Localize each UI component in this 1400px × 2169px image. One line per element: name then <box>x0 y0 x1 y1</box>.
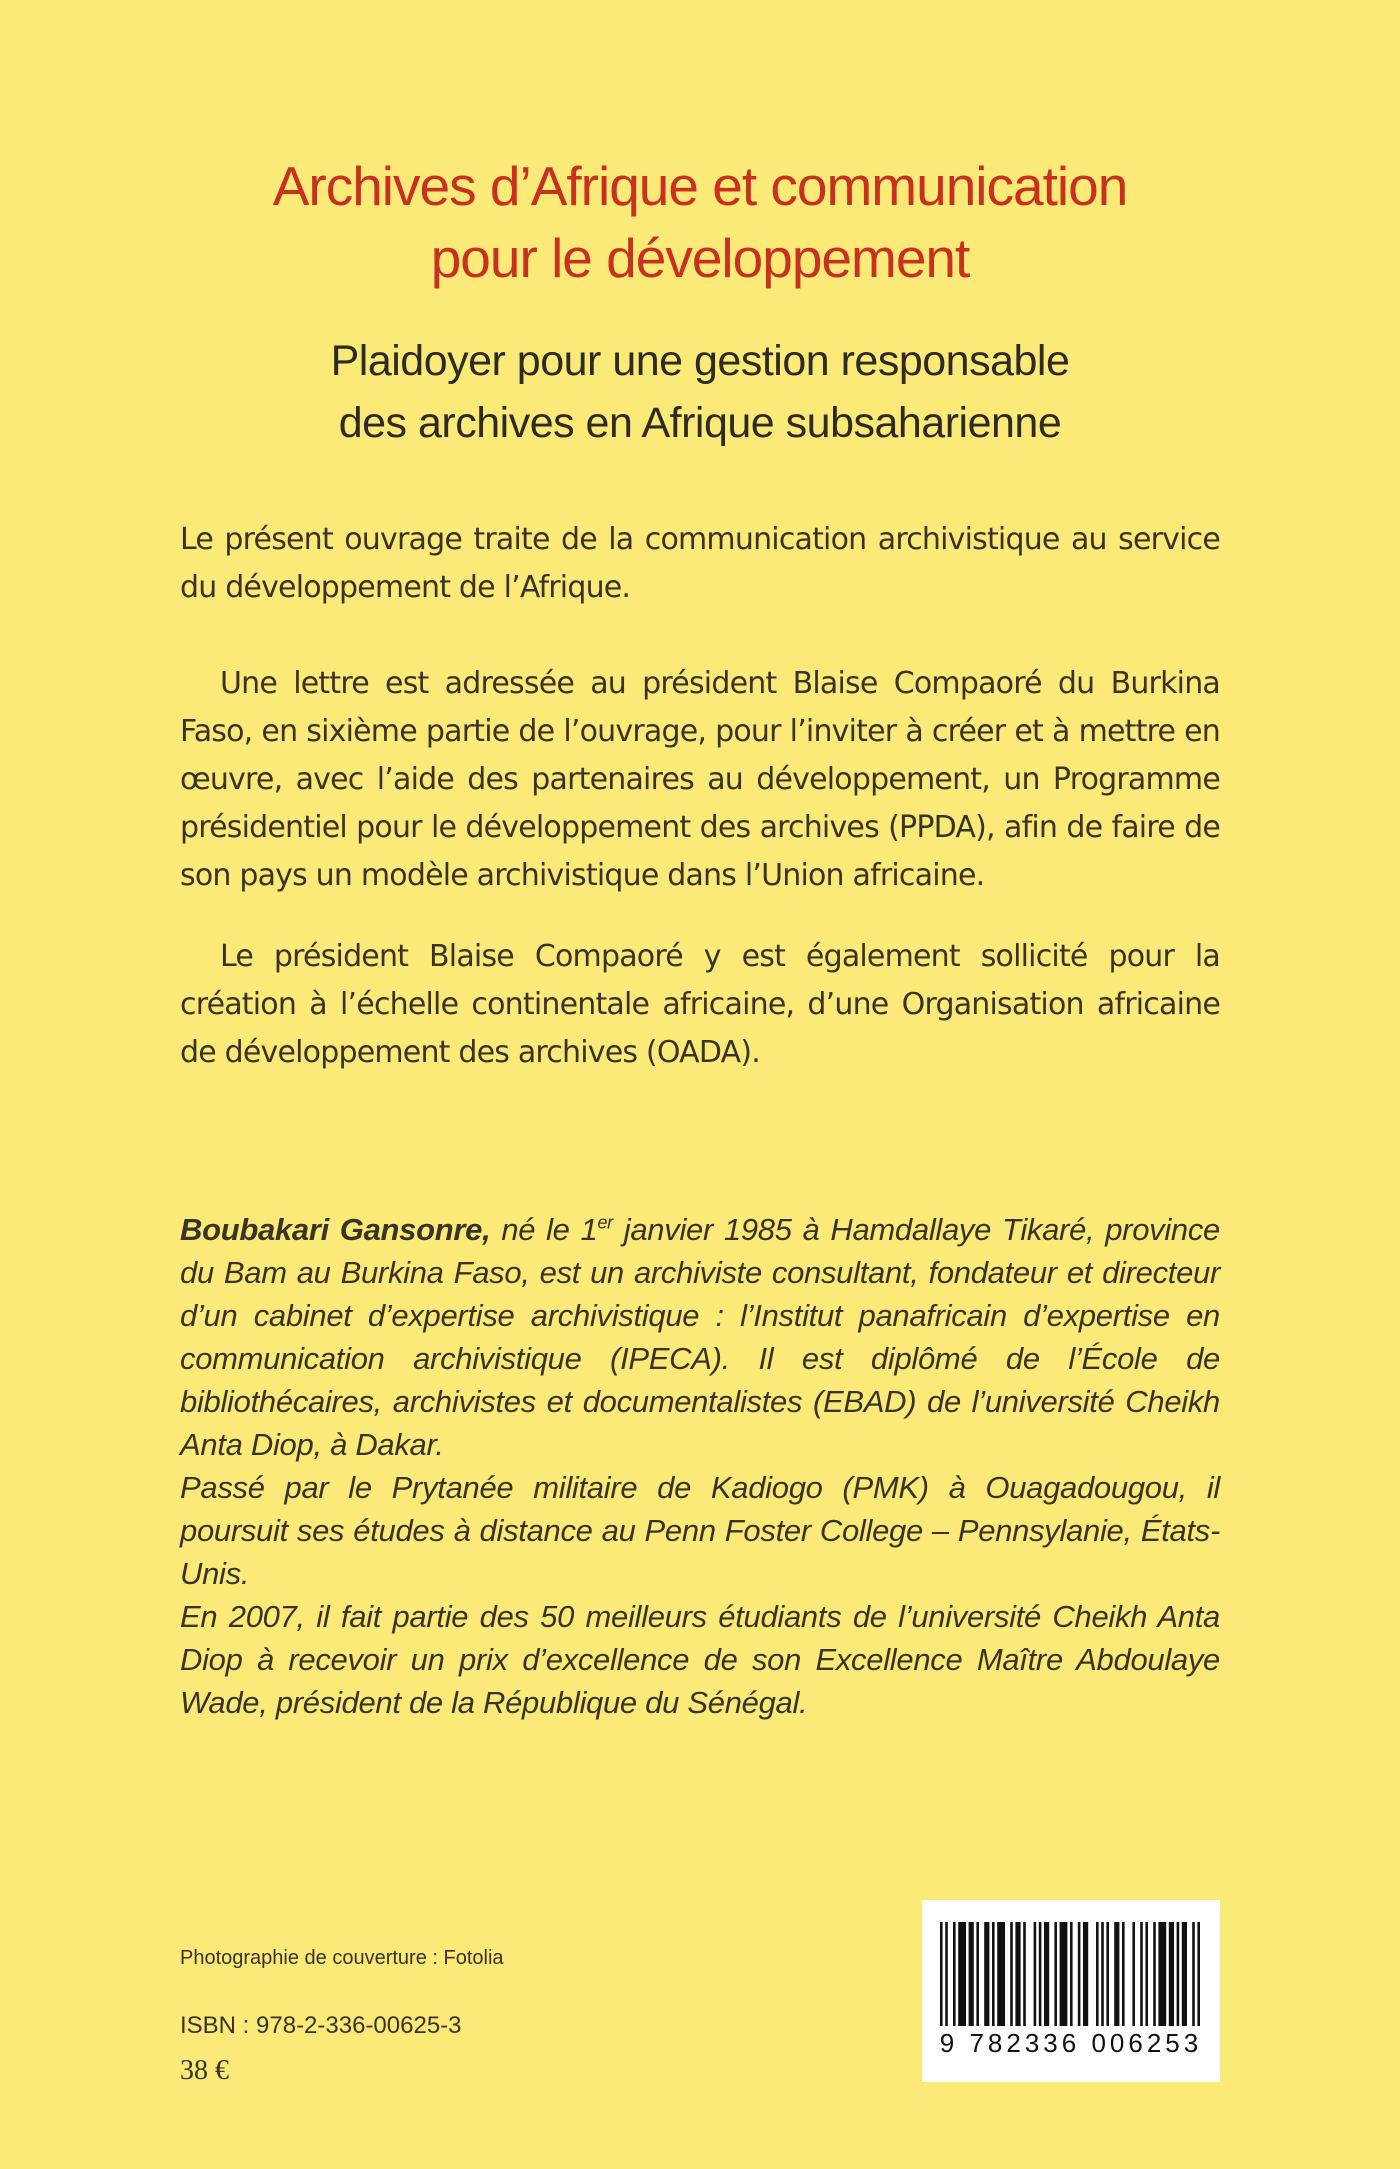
author-name: Boubakari Gansonre, <box>180 1212 491 1247</box>
barcode-bar <box>1078 1922 1081 2026</box>
barcode-bar <box>969 1922 974 2026</box>
barcode-bar <box>1054 1922 1057 2026</box>
subtitle-line-2: des archives en Afrique subsaharienne <box>338 399 1062 447</box>
barcode-bar <box>1169 1922 1174 2026</box>
barcode-bar <box>1122 1922 1125 2026</box>
subtitle-line-1: Plaidoyer pour une gestion responsable <box>330 337 1070 385</box>
isbn: ISBN : 978-2-336-00625-3 <box>180 2012 462 2039</box>
barcode-bar <box>1060 1922 1068 2026</box>
author-bio-paragraph-3: En 2007, il fait partie des 50 meilleurs étudiants de l’université Cheikh Anta Diop à recevoir un prix d’excellence de son Excellence Maître Abdoulaye Wade, président de la République du Sénégal. <box>180 1599 1220 1720</box>
book-subtitle <box>0 330 1400 454</box>
author-bio-paragraph-1 <box>180 1208 1220 1466</box>
barcode-bar <box>1044 1922 1049 2026</box>
barcode-number: 9 782336 006253 <box>939 2028 1203 2058</box>
barcode-bar <box>1010 1922 1013 2026</box>
barcode-bar <box>1153 1922 1156 2026</box>
barcode-bar <box>1023 1922 1026 2026</box>
barcode-bar <box>940 1922 943 2026</box>
author-bio-paragraph-2: Passé par le Prytanée militaire de Kadiogo (PMK) à Ouagadougou, il poursuit ses études à distance au Penn Foster College – Pennsylanie, États-Unis. <box>180 1470 1220 1591</box>
author-bio <box>180 1208 1220 1724</box>
barcode-bar <box>1114 1922 1119 2026</box>
barcode-bar <box>1096 1922 1099 2026</box>
barcode-bar <box>1197 1922 1200 2026</box>
barcode-bar <box>992 1922 995 2026</box>
title-line-2: pour le développement <box>430 227 970 289</box>
summary-paragraph-3: Le président Blaise Compaoré y est également sollicité pour la création à l’échelle continentale africaine, d’une Organisation africaine de développement des archives (OADA). <box>180 939 1220 1070</box>
barcode-bar <box>945 1922 948 2026</box>
author-bio-part-b: janvier 1985 à Hamdallaye Tikaré, province du Bam au Burkina Faso, est un archiviste consultant, fondateur et directeur d’un cabinet d’expertise archivistique : l’Institut panafricain d’expertise en communication archivistique (IPECA). Il est diplômé de l’École de bibliothécaires, archivistes et documentalistes (EBAD) de l’université Cheikh Anta Diop, à Dakar. <box>180 1212 1221 1462</box>
barcode <box>922 1900 1220 2082</box>
summary-paragraph-1: Le présent ouvrage traite de la communication archivistique au service du développement de l’Afrique. <box>180 522 1220 605</box>
book-title <box>0 150 1400 294</box>
barcode-bar <box>953 1922 956 2026</box>
barcode-bar <box>1182 1922 1187 2026</box>
author-bio-part-a: né le 1 <box>490 1212 598 1247</box>
barcode-bar <box>1177 1922 1180 2026</box>
barcode-bars <box>940 1922 1202 2026</box>
summary-paragraph-2: Une lettre est adressée au président Blaise Compaoré du Burkina Faso, en sixième partie de l’ouvrage, pour l’inviter à créer et à mettre en œuvre, avec l’aide des partenaires au développement, un Programme présidentiel pour le développement des archives (PPDA), afin de faire de son pays un modèle archivistique dans l’Union africaine. <box>180 666 1220 893</box>
author-bio-superscript: er <box>597 1212 613 1233</box>
barcode-bar <box>1145 1922 1148 2026</box>
barcode-bar <box>1140 1922 1143 2026</box>
title-line-1: Archives d’Afrique et communication <box>272 155 1128 217</box>
barcode-bar <box>997 1922 1005 2026</box>
barcode-bar <box>1015 1922 1020 2026</box>
price: 38 € <box>180 2055 229 2086</box>
barcode-bar <box>1034 1922 1037 2026</box>
barcode-bar <box>976 1922 979 2026</box>
barcode-bar <box>1192 1922 1195 2026</box>
barcode-bar <box>1158 1922 1166 2026</box>
photo-credit: Photographie de couverture : Fotolia <box>180 1947 504 1969</box>
barcode-bar <box>1070 1922 1073 2026</box>
barcode-bar <box>984 1922 989 2026</box>
barcode-bar <box>1132 1922 1135 2026</box>
barcode-bar <box>1101 1922 1104 2026</box>
barcode-bar <box>1106 1922 1109 2026</box>
barcode-bar <box>958 1922 966 2026</box>
barcode-bar <box>1039 1922 1042 2026</box>
barcode-bar <box>1083 1922 1088 2026</box>
